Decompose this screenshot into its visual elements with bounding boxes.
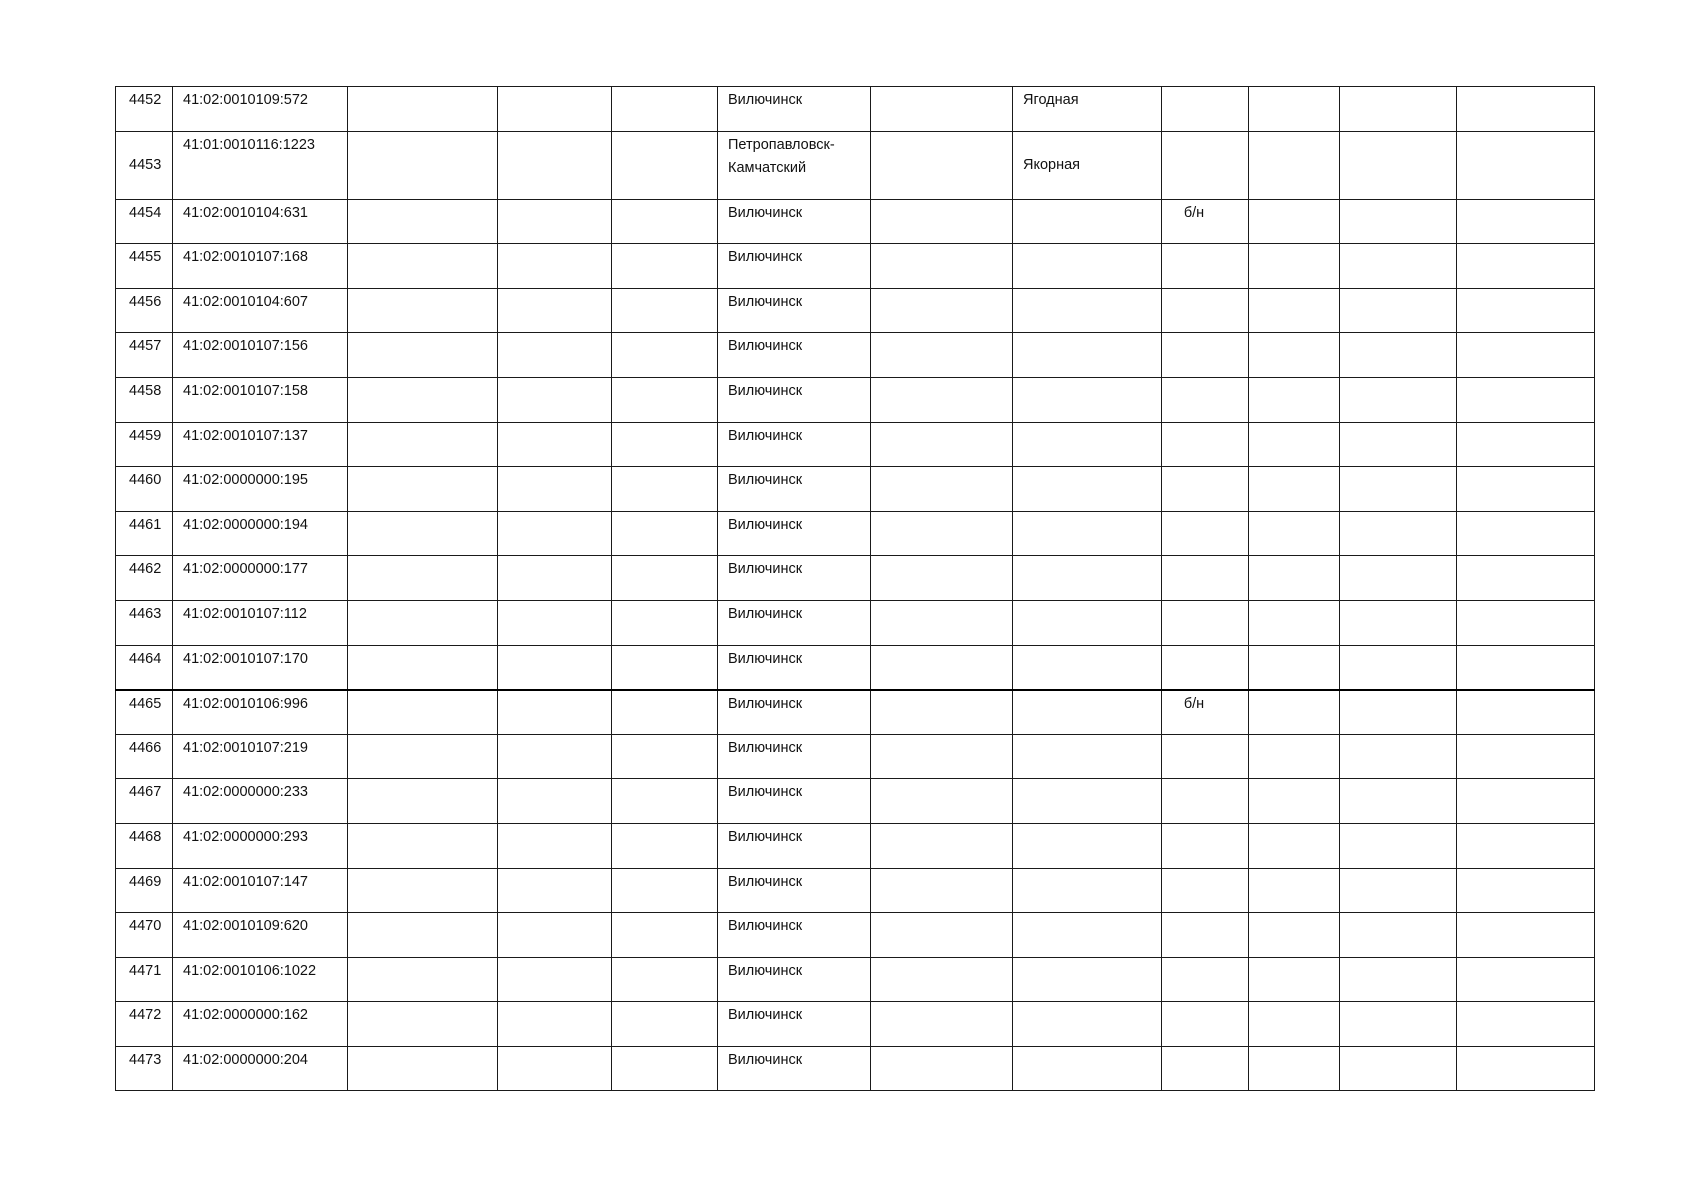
house-cell [1162,1046,1249,1091]
row-number: 4466 [116,734,173,779]
empty-cell [1249,734,1340,779]
street-cell [1013,957,1162,1002]
empty-cell [1457,823,1595,868]
table-row [116,1046,1595,1091]
empty-cell [871,131,1013,199]
row-number: 4457 [116,333,173,378]
empty-cell [1249,333,1340,378]
empty-cell [498,823,612,868]
empty-cell [1249,823,1340,868]
empty-cell [1457,199,1595,244]
empty-cell [1249,422,1340,467]
empty-cell [1457,1002,1595,1047]
empty-cell [1340,779,1457,824]
empty-cell [498,288,612,333]
empty-cell [1457,913,1595,958]
street-cell [1013,734,1162,779]
empty-cell [1457,556,1595,601]
empty-cell [612,288,718,333]
empty-cell [871,957,1013,1002]
cadastral-number: 41:02:0010107:158 [173,377,348,422]
cadastral-number: 41:02:0010107:156 [173,333,348,378]
street-cell: Якорная [1013,131,1162,199]
house-cell [1162,87,1249,132]
empty-cell [1340,333,1457,378]
street-cell [1013,1046,1162,1091]
empty-cell [612,600,718,645]
house-cell [1162,511,1249,556]
empty-cell [612,957,718,1002]
table-row [116,556,1595,601]
row-number: 4471 [116,957,173,1002]
empty-cell [348,422,498,467]
empty-cell [1340,87,1457,132]
empty-cell [1340,913,1457,958]
cadastral-number: 41:02:0010107:170 [173,645,348,690]
empty-cell [348,1002,498,1047]
house-cell [1162,645,1249,690]
city-cell: Вилючинск [718,1046,871,1091]
empty-cell [612,1046,718,1091]
empty-cell [1457,600,1595,645]
empty-cell [612,467,718,512]
empty-cell [1340,467,1457,512]
empty-cell [612,913,718,958]
row-number: 4461 [116,511,173,556]
table-row [116,199,1595,244]
city-cell: Вилючинск [718,87,871,132]
registry-table [115,86,1595,1091]
house-cell: б/н [1162,690,1249,735]
city-cell: Вилючинск [718,1002,871,1047]
street-cell [1013,779,1162,824]
empty-cell [1340,1046,1457,1091]
row-number: 4468 [116,823,173,868]
city-cell: Вилючинск [718,244,871,289]
house-cell [1162,957,1249,1002]
empty-cell [348,734,498,779]
row-number: 4467 [116,779,173,824]
empty-cell [871,1046,1013,1091]
empty-cell [498,1046,612,1091]
empty-cell [612,333,718,378]
empty-cell [498,645,612,690]
street-cell: Ягодная [1013,87,1162,132]
empty-cell [348,600,498,645]
house-cell [1162,868,1249,913]
house-cell [1162,244,1249,289]
cadastral-number: 41:02:0010107:168 [173,244,348,289]
empty-cell [1457,645,1595,690]
table-row [116,467,1595,512]
cadastral-number: 41:02:0010104:607 [173,288,348,333]
table-row [116,734,1595,779]
empty-cell [1340,556,1457,601]
empty-cell [612,131,718,199]
empty-cell [348,913,498,958]
house-cell [1162,913,1249,958]
cadastral-number: 41:02:0010109:620 [173,913,348,958]
empty-cell [1249,645,1340,690]
empty-cell [871,87,1013,132]
empty-cell [1249,779,1340,824]
empty-cell [498,734,612,779]
empty-cell [498,1002,612,1047]
house-cell [1162,131,1249,199]
empty-cell [498,377,612,422]
empty-cell [1457,244,1595,289]
empty-cell [612,690,718,735]
empty-cell [871,645,1013,690]
city-cell: Вилючинск [718,511,871,556]
empty-cell [612,199,718,244]
table-row [116,690,1595,735]
empty-cell [1340,868,1457,913]
house-cell [1162,467,1249,512]
empty-cell [612,244,718,289]
street-cell [1013,690,1162,735]
empty-cell [1340,823,1457,868]
table-row [116,600,1595,645]
cadastral-number: 41:02:0000000:293 [173,823,348,868]
house-cell [1162,1002,1249,1047]
row-number: 4469 [116,868,173,913]
empty-cell [612,87,718,132]
table-row [116,87,1595,132]
city-cell: Вилючинск [718,868,871,913]
empty-cell [871,199,1013,244]
empty-cell [612,868,718,913]
house-cell [1162,288,1249,333]
empty-cell [498,913,612,958]
cadastral-number: 41:02:0000000:204 [173,1046,348,1091]
empty-cell [1340,131,1457,199]
row-number: 4460 [116,467,173,512]
empty-cell [1457,690,1595,735]
empty-cell [1340,690,1457,735]
empty-cell [1340,288,1457,333]
empty-cell [612,779,718,824]
empty-cell [348,868,498,913]
street-cell [1013,467,1162,512]
empty-cell [348,779,498,824]
city-cell: Вилючинск [718,690,871,735]
empty-cell [1340,957,1457,1002]
empty-cell [1457,868,1595,913]
cadastral-number: 41:02:0000000:195 [173,467,348,512]
empty-cell [871,1002,1013,1047]
table-row [116,244,1595,289]
empty-cell [871,823,1013,868]
street-cell [1013,333,1162,378]
empty-cell [498,244,612,289]
empty-cell [871,244,1013,289]
cadastral-number: 41:02:0010107:137 [173,422,348,467]
house-cell [1162,823,1249,868]
empty-cell [871,288,1013,333]
empty-cell [348,87,498,132]
house-cell [1162,734,1249,779]
empty-cell [871,868,1013,913]
table-row [116,131,1595,199]
empty-cell [1249,556,1340,601]
street-cell [1013,288,1162,333]
empty-cell [871,556,1013,601]
empty-cell [498,87,612,132]
empty-cell [1249,288,1340,333]
empty-cell [612,422,718,467]
empty-cell [1249,131,1340,199]
cadastral-number: 41:02:0000000:177 [173,556,348,601]
city-cell: Вилючинск [718,913,871,958]
house-cell [1162,333,1249,378]
house-cell [1162,377,1249,422]
cadastral-number: 41:02:0010104:631 [173,199,348,244]
empty-cell [1457,734,1595,779]
row-number: 4463 [116,600,173,645]
empty-cell [1457,131,1595,199]
empty-cell [348,511,498,556]
city-cell: Вилючинск [718,734,871,779]
table-row [116,377,1595,422]
house-cell: б/н [1162,199,1249,244]
empty-cell [1457,333,1595,378]
empty-cell [612,377,718,422]
street-cell [1013,244,1162,289]
street-cell [1013,913,1162,958]
row-number: 4464 [116,645,173,690]
empty-cell [348,645,498,690]
empty-cell [498,957,612,1002]
empty-cell [1340,511,1457,556]
empty-cell [348,333,498,378]
row-number: 4473 [116,1046,173,1091]
empty-cell [348,377,498,422]
empty-cell [871,333,1013,378]
empty-cell [498,333,612,378]
row-number: 4472 [116,1002,173,1047]
empty-cell [1249,244,1340,289]
street-cell [1013,868,1162,913]
table-row [116,511,1595,556]
empty-cell [612,823,718,868]
empty-cell [348,199,498,244]
empty-cell [612,734,718,779]
empty-cell [498,690,612,735]
row-number: 4456 [116,288,173,333]
empty-cell [612,556,718,601]
empty-cell [1340,645,1457,690]
empty-cell [612,511,718,556]
empty-cell [348,244,498,289]
empty-cell [1340,1002,1457,1047]
empty-cell [498,511,612,556]
street-cell [1013,556,1162,601]
empty-cell [871,913,1013,958]
city-cell: Вилючинск [718,779,871,824]
cadastral-number: 41:02:0000000:194 [173,511,348,556]
empty-cell [348,1046,498,1091]
table-row [116,868,1595,913]
empty-cell [1249,87,1340,132]
city-cell: Вилючинск [718,556,871,601]
row-number: 4453 [116,131,173,199]
city-cell: Вилючинск [718,467,871,512]
table-row [116,288,1595,333]
house-cell [1162,556,1249,601]
city-cell: Вилючинск [718,333,871,378]
empty-cell [1249,1046,1340,1091]
empty-cell [1340,377,1457,422]
empty-cell [1340,600,1457,645]
table-row [116,422,1595,467]
cadastral-number: 41:02:0010106:996 [173,690,348,735]
empty-cell [1249,511,1340,556]
empty-cell [871,779,1013,824]
city-cell: Вилючинск [718,288,871,333]
table-row [116,957,1595,1002]
empty-cell [1457,957,1595,1002]
empty-cell [871,467,1013,512]
empty-cell [612,1002,718,1047]
empty-cell [498,422,612,467]
empty-cell [1457,288,1595,333]
empty-cell [871,511,1013,556]
table-row [116,645,1595,690]
row-number: 4470 [116,913,173,958]
cadastral-number: 41:02:0010107:219 [173,734,348,779]
street-cell [1013,199,1162,244]
empty-cell [871,422,1013,467]
table-row [116,333,1595,378]
table-row [116,779,1595,824]
empty-cell [1249,467,1340,512]
street-cell [1013,600,1162,645]
row-number: 4458 [116,377,173,422]
empty-cell [1249,1002,1340,1047]
city-cell: Вилючинск [718,645,871,690]
empty-cell [871,734,1013,779]
empty-cell [871,377,1013,422]
empty-cell [348,690,498,735]
empty-cell [871,690,1013,735]
city-cell: Вилючинск [718,823,871,868]
row-number: 4459 [116,422,173,467]
empty-cell [498,779,612,824]
house-cell [1162,779,1249,824]
city-cell: Вилючинск [718,377,871,422]
city-cell: Вилючинск [718,600,871,645]
cadastral-number: 41:02:0000000:162 [173,1002,348,1047]
empty-cell [1340,199,1457,244]
empty-cell [498,467,612,512]
cadastral-number: 41:02:0010106:1022 [173,957,348,1002]
row-number: 4452 [116,87,173,132]
cadastral-number: 41:02:0000000:233 [173,779,348,824]
street-cell [1013,422,1162,467]
city-cell: Вилючинск [718,957,871,1002]
row-number: 4455 [116,244,173,289]
street-cell [1013,823,1162,868]
empty-cell [1340,422,1457,467]
table-row [116,823,1595,868]
table-row [116,1002,1595,1047]
row-number: 4465 [116,690,173,735]
empty-cell [348,288,498,333]
table-row [116,913,1595,958]
empty-cell [348,823,498,868]
empty-cell [1457,1046,1595,1091]
empty-cell [498,868,612,913]
empty-cell [348,131,498,199]
empty-cell [498,556,612,601]
street-cell [1013,645,1162,690]
empty-cell [498,131,612,199]
cadastral-number: 41:02:0010109:572 [173,87,348,132]
empty-cell [1249,913,1340,958]
empty-cell [348,556,498,601]
empty-cell [1340,244,1457,289]
empty-cell [871,600,1013,645]
house-cell [1162,600,1249,645]
house-cell [1162,422,1249,467]
empty-cell [348,467,498,512]
street-cell [1013,377,1162,422]
empty-cell [1249,600,1340,645]
empty-cell [1457,467,1595,512]
empty-cell [1457,422,1595,467]
city-cell: Петропавловск-Камчатский [718,131,871,199]
empty-cell [348,957,498,1002]
empty-cell [1457,511,1595,556]
street-cell [1013,1002,1162,1047]
cadastral-number: 41:02:0010107:147 [173,868,348,913]
street-cell [1013,511,1162,556]
empty-cell [498,600,612,645]
city-cell: Вилючинск [718,422,871,467]
empty-cell [1249,690,1340,735]
city-cell: Вилючинск [718,199,871,244]
empty-cell [1340,734,1457,779]
empty-cell [1457,377,1595,422]
cadastral-number: 41:01:0010116:1223 [173,131,348,199]
empty-cell [1249,199,1340,244]
empty-cell [1249,868,1340,913]
empty-cell [1457,87,1595,132]
empty-cell [612,645,718,690]
empty-cell [1457,779,1595,824]
empty-cell [1249,377,1340,422]
cadastral-number: 41:02:0010107:112 [173,600,348,645]
row-number: 4454 [116,199,173,244]
row-number: 4462 [116,556,173,601]
empty-cell [1249,957,1340,1002]
empty-cell [498,199,612,244]
